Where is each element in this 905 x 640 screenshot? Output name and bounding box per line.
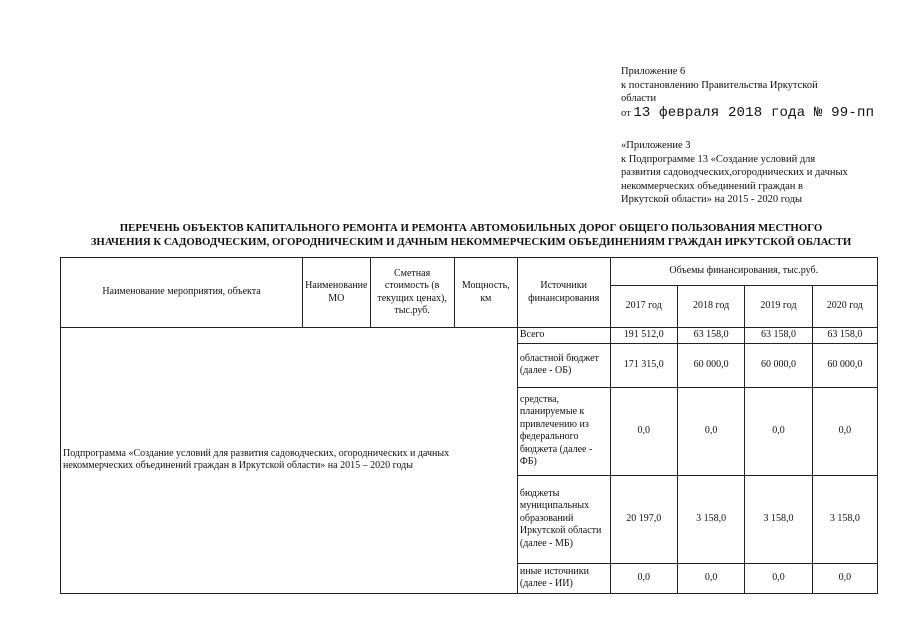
header-mo: Наименование МО	[303, 258, 370, 328]
value-cell: 0,0	[745, 563, 812, 593]
value-cell: 60 000,0	[812, 343, 877, 387]
header-year: 2019 год	[745, 286, 812, 328]
appendix-line: к постановлению Правительства Иркутской	[621, 79, 818, 91]
source-cell: средства, планируемые к привлечению из федерального бюджета (далее - ФБ)	[517, 387, 610, 475]
header-name: Наименование мероприятия, объекта	[61, 258, 303, 328]
header-volumes: Объемы финансирования, тыс.руб.	[610, 258, 877, 286]
value-cell: 63 158,0	[745, 328, 812, 344]
header-year: 2017 год	[610, 286, 677, 328]
source-cell: областной бюджет (далее - ОБ)	[517, 343, 610, 387]
header-year: 2018 год	[677, 286, 744, 328]
financing-table	[60, 257, 878, 594]
source-cell: Всего	[517, 328, 610, 344]
appendix-line: развития садоводческих,огороднических и дачных	[621, 167, 848, 179]
appendix-subprogram-block	[621, 139, 883, 207]
table-row	[61, 328, 878, 344]
decree-date: 13 февраля 2018 года № 99-пп	[633, 104, 875, 121]
value-cell: 0,0	[677, 387, 744, 475]
document-title	[56, 221, 886, 249]
value-cell: 0,0	[610, 563, 677, 593]
value-cell: 60 000,0	[745, 343, 812, 387]
header-sources: Источники финансирования	[517, 258, 610, 328]
title-line: ПЕРЕЧЕНЬ ОБЪЕКТОВ КАПИТАЛЬНОГО РЕМОНТА И РЕМОНТА АВТОМОБИЛЬНЫХ ДОРОГ ОБЩЕГО ПОЛЬЗОВАНИЯ МЕСТНОГО	[119, 222, 823, 234]
value-cell: 0,0	[745, 387, 812, 475]
value-cell: 20 197,0	[610, 475, 677, 563]
appendix-line: к Подпрограмме 13 «Создание условий для	[621, 153, 816, 165]
value-cell: 0,0	[812, 563, 877, 593]
appendix-line: области	[621, 93, 657, 105]
decree-line	[621, 104, 881, 121]
program-name: Подпрограмма «Создание условий для развития садоводческих, огороднических и дачных некоммерческих объединений граждан в Иркутской области» на 2015 – 2020 годы	[61, 328, 518, 594]
header-cost: Сметная стоимость (в текущих ценах), тыс.руб.	[370, 258, 454, 328]
header-year: 2020 год	[812, 286, 877, 328]
value-cell: 60 000,0	[677, 343, 744, 387]
appendix-line: «Приложение 3	[621, 140, 691, 151]
value-cell: 191 512,0	[610, 328, 677, 344]
source-cell: иные источники (далее - ИИ)	[517, 563, 610, 593]
appendix-line: некоммерческих объединений граждан в	[621, 180, 803, 192]
value-cell: 63 158,0	[812, 328, 877, 344]
decree-from: от	[621, 107, 631, 119]
appendix-line: Иркутской области» на 2015 - 2020 годы	[621, 194, 803, 206]
value-cell: 3 158,0	[745, 475, 812, 563]
value-cell: 63 158,0	[677, 328, 744, 344]
value-cell: 171 315,0	[610, 343, 677, 387]
value-cell: 3 158,0	[677, 475, 744, 563]
header-power: Мощность, км	[454, 258, 517, 328]
source-cell: бюджеты муниципальных образований Иркутской области (далее - МБ)	[517, 475, 610, 563]
appendix-line: Приложение 6	[621, 66, 686, 77]
value-cell: 0,0	[677, 563, 744, 593]
appendix-block	[621, 65, 881, 120]
title-line: ЗНАЧЕНИЯ К САДОВОДЧЕСКИМ, ОГОРОДНИЧЕСКИМ И ДАЧНЫМ НЕКОММЕРЧЕСКИМ ОБЪЕДИНЕНИЯМ ГРАЖДАН ИРКУТСКОЙ ОБЛАСТИ	[90, 236, 852, 248]
value-cell: 0,0	[610, 387, 677, 475]
value-cell: 0,0	[812, 387, 877, 475]
value-cell: 3 158,0	[812, 475, 877, 563]
